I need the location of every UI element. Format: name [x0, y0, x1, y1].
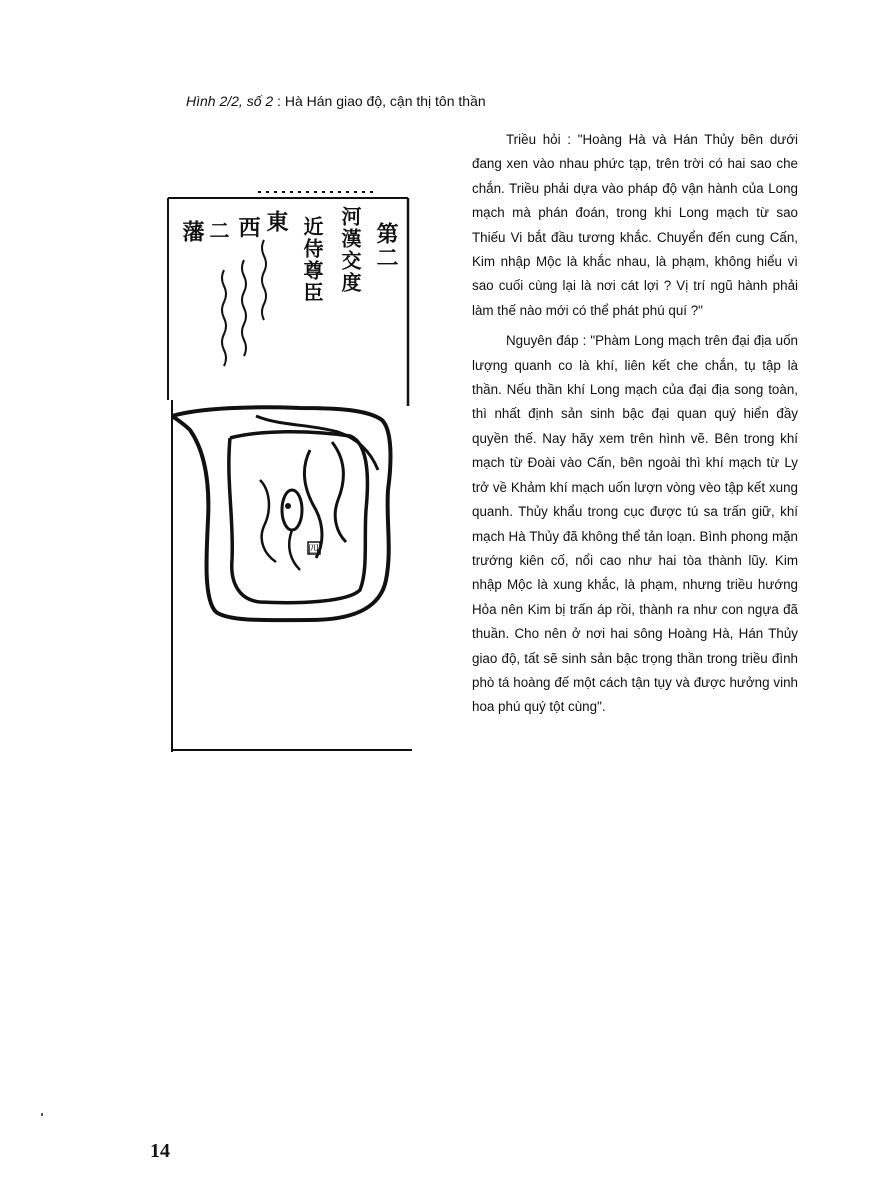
cjk-column-6: 二 [206, 220, 230, 242]
cjk-column-3: 近侍尊臣 [300, 216, 324, 304]
cjk-column-2: 河漢交度 [338, 206, 362, 294]
cjk-column-5: 西 [235, 216, 260, 240]
figure-caption [186, 93, 486, 109]
mound-dot [285, 503, 291, 509]
ink-stroke-2 [242, 260, 246, 356]
paragraph-answer: Nguyên đáp : "Phàm Long mạch trên đại địa uốn lượng quanh co là khí, liên kết che chắn, tụ tập là thần. Nếu thần khí Long mạch của đại địa song toàn, thì nhất định sản sinh bậc đại quan quý hiển đầy quyền thế. Nay hãy xem trên hình vẽ. Bên trong khí mạch từ Đoài vào Cấn, bên ngoài thì khí mạch từ Ly trở về Khảm khí mạch uốn lượn vòng vèo tập kết xung quanh. Thủy khẩu trong cục được tú sa trấn giữ, khí mạch Hà Thủy đã không thể tản loạn. Bình phong mặn trướng kiên cố, nổi cao như hai tòa thành lũy. Kim nhập Mộc là xung khắc, là phạm, nhưng triều hướng Hỏa nên Kim bị trấn áp rồi, thành ra như con ngựa đã thuần. Cho nên ở nơi hai sông Hoàng Hà, Hán Thủy giao độ, tất sẽ sinh sản bậc trọng thần trong triều đình phò tá hoàng đế một cách tận tụy và được hưởng vinh hoa phú quý tột cùng". [472, 333, 798, 715]
cjk-column-4: 東 [263, 210, 288, 234]
mound-tail-path [289, 530, 300, 570]
feng-shui-diagram [160, 180, 420, 760]
ink-stroke-1 [222, 270, 226, 366]
scan-speck [41, 1113, 43, 1116]
page-number: 14 [150, 1140, 170, 1162]
site-marker-label: 四 [308, 543, 319, 556]
cjk-column-7: 藩 [179, 220, 204, 244]
caption-text: : Hà Hán giao độ, cận thị tôn thần [273, 93, 486, 109]
ink-stroke-3 [262, 240, 266, 320]
inner-river-path [229, 432, 368, 603]
mountain-ridge-path-2 [332, 442, 346, 542]
paragraph-question: Triều hỏi : "Hoàng Hà và Hán Thủy bên dưới đang xen vào nhau phức tạp, trên trời có hai sao che chắn. Triều phải dựa vào pháp độ vận hành của Long mạch mà phán đoán, trong khi Long mạch từ sao Thiếu Vi bắt đầu tương khắc. Chuyển đến cung Cấn, Kim nhập Mộc là khắc nhau, là phạm, không hiểu vì sao cuối cùng lại là nơi cát lợi ? Vị trí ngũ hành phải làm thế nào mới có thể phát phú quí ?" [472, 132, 798, 318]
inner-ridge-path [260, 480, 276, 562]
caption-label: Hình 2/2, số 2 [186, 93, 274, 109]
upper-wave-path [256, 416, 378, 470]
cjk-column-1: 第二 [373, 222, 398, 270]
mound-shape [282, 490, 302, 530]
body-text-column [472, 128, 798, 726]
